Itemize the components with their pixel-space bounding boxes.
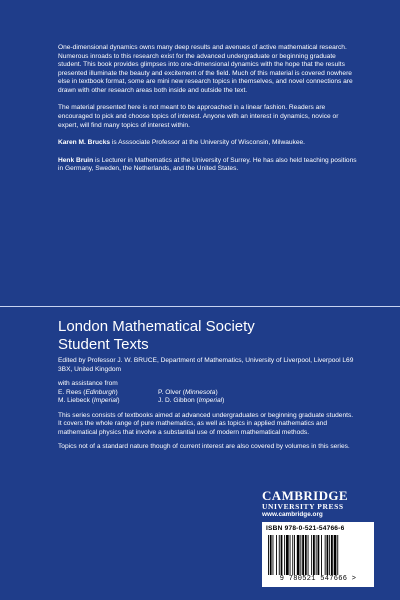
author-bio-text: is Asssociate Professor at the University of Wisconsin, Milwaukee.	[110, 139, 306, 147]
description-paragraph-1: One-dimensional dynamics owns many deep results and avenues of active mathematical research. Numerous inroads to this research exist for the advanced undergraduate or beginning graduate student. This book provides glimpses into one-dimensional dynamics with the hope that the results presented illuminate the beauty and excitement of the field. Much of this material is covered nowhere else in textbook format, some are mini new research topics in themselves, and novel connections are drawn with other research areas both inside and outside the text.	[58, 44, 353, 94]
publisher-subtitle: UNIVERSITY PRESS	[262, 502, 344, 511]
divider-line	[0, 306, 400, 307]
author-bio-2	[58, 157, 358, 174]
series-title-line-1: London Mathematical Society	[58, 318, 255, 335]
series-title	[58, 318, 358, 353]
isbn-label: ISBN 978-0-521-54766-6	[266, 525, 345, 532]
series-description-2: Topics not of a standard nature though of current interest are also covered by volumes in this series.	[58, 442, 350, 450]
publisher-logo	[262, 489, 372, 519]
author-name: Karen M. Brucks	[58, 139, 111, 147]
assistant: M. Liebeck (Imperial)	[58, 397, 120, 405]
series-title-line-2: Student Texts	[58, 335, 149, 353]
assistant: E. Rees (Edinburgh)	[58, 388, 118, 396]
author-bio-1	[58, 139, 358, 148]
series-description: This series consists of textbooks aimed at advanced undergraduates or beginning graduate students. It covers the whole range of pure mathematics, as well as topics in applied mathematics and mathematical physics that involve a substantial use of modern mathematical methods.	[58, 411, 354, 437]
description-paragraph-2: The material presented here is not meant to be approached in a linear fashion. Readers are encouraged to pick and choose topics of interest. Anyone with an interest in dynamics, novice or expert, will find many topics of interest within.	[58, 104, 339, 129]
isbn-barcode-box	[262, 522, 374, 587]
assistants-list	[58, 389, 358, 406]
series-editor: Edited by Professor J. W. BRUCE, Department of Mathematics, University of Liverpool, Liverpool L69 3BX, United Kingdom	[58, 357, 354, 373]
assistance-label: with assistance from	[58, 380, 118, 388]
assistant: J. D. Gibbon (Imperial)	[158, 397, 225, 405]
publisher-url: www.cambridge.org	[262, 511, 323, 518]
barcode-digits: 9 780521 547666 >	[279, 574, 357, 583]
author-bio-text: is Lecturer in Mathematics at the University of Surrey. He has also held teaching positions in Germany, Sweden, the Netherlands, and the United States.	[58, 156, 357, 173]
book-description	[58, 44, 358, 183]
barcode-icon	[266, 535, 370, 575]
author-name: Henk Bruin	[58, 156, 94, 164]
assistant: P. Olver (Minnesota)	[158, 388, 218, 396]
series-info	[58, 318, 358, 451]
publisher-name: CAMBRIDGE	[262, 488, 348, 503]
